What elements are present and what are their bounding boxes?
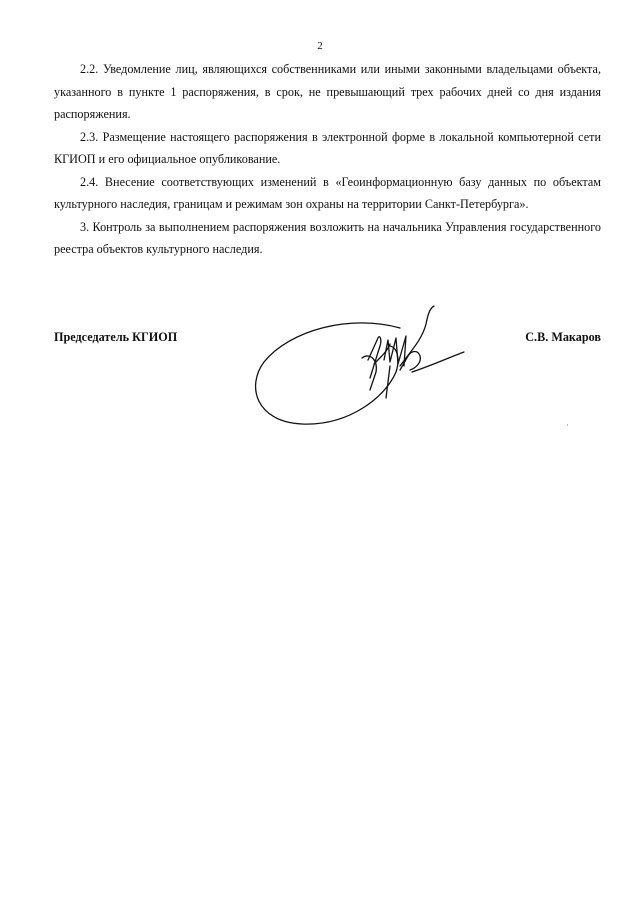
paragraph-2-2: 2.2. Уведомление лиц, являющихся собственниками или иными законными владельцами объекта, указанного в пункте 1 распоряжения, в срок, не превышающий трех рабочих дней со дня издания распоряжения. [54, 62, 601, 121]
signatory-title: Председатель КГИОП [54, 330, 178, 344]
paragraph-3: 3. Контроль за выполнением распоряжения возложить на начальника Управления государственного реестра объектов культурного наследия. [54, 219, 601, 256]
paragraph-2-3: 2.3. Размещение настоящего распоряжения в электронной форме в локальной компьютерной сети КГИОП и его официальное опубликование. [54, 129, 601, 166]
signatory-name: С.В. Макаров [525, 330, 601, 344]
paragraph-2-4: 2.4. Внесение соответствующих изменений в «Геоинформационную базу данных по объектам культурного наследия, границам и режимам зон охраны на территории Санкт-Петербурга». [54, 174, 601, 211]
page-number: 2 [317, 40, 323, 52]
document-body [54, 58, 601, 261]
scan-speck [567, 424, 568, 426]
handwritten-signature [250, 300, 480, 430]
